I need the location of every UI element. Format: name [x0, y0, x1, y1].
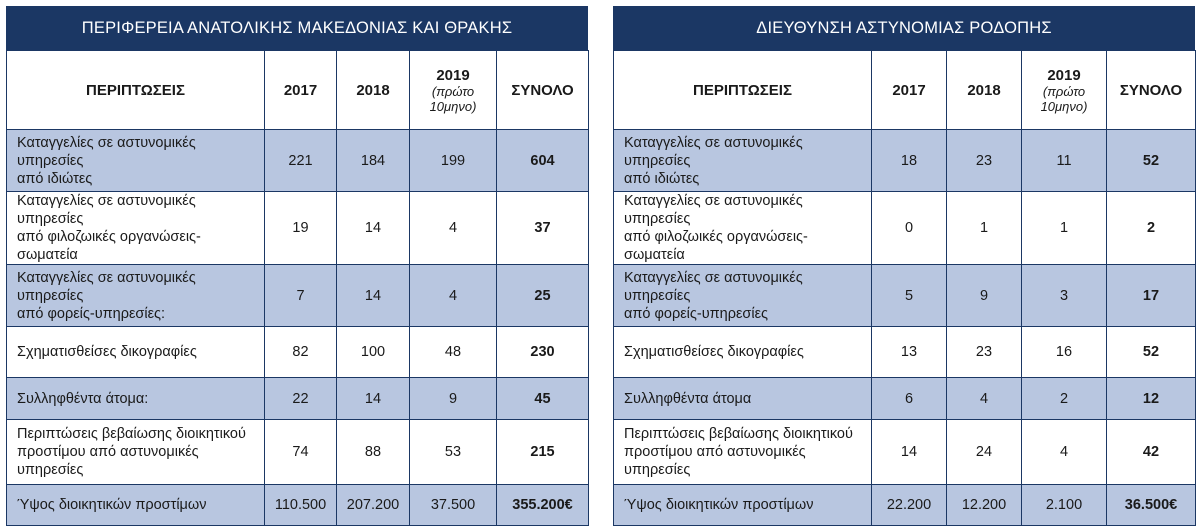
- right-table-panel: [613, 6, 1196, 526]
- cell-total: 36.500€: [1107, 485, 1196, 526]
- cell-2018: 9: [947, 265, 1022, 327]
- cell-total: 12: [1107, 378, 1196, 420]
- left-statistics-table: [6, 50, 589, 526]
- row-label-line2: από φιλοζωικές οργανώσεις-σωματεία: [624, 229, 808, 263]
- table-row: [7, 130, 589, 192]
- row-label: [7, 420, 265, 485]
- right-statistics-table: [613, 50, 1196, 526]
- table-row: [614, 485, 1196, 526]
- cell-2018: 88: [337, 420, 410, 485]
- cell-total: 604: [497, 130, 589, 192]
- cell-total: 52: [1107, 130, 1196, 192]
- cell-2019: 4: [1022, 420, 1107, 485]
- cell-2019: 3: [1022, 265, 1107, 327]
- row-label: [614, 420, 872, 485]
- cell-2018: 14: [337, 265, 410, 327]
- header-2019-note-line1: (πρώτο: [431, 83, 475, 99]
- cell-2018: 1: [947, 192, 1022, 265]
- cell-2019: 2.100: [1022, 485, 1107, 526]
- table-row: [7, 378, 589, 420]
- header-2019: [1022, 51, 1107, 130]
- cell-2019: 2: [1022, 378, 1107, 420]
- cell-total: 25: [497, 265, 589, 327]
- row-label-line2: από φορείς-υπηρεσίες:: [17, 305, 166, 322]
- cell-2017: 0: [872, 192, 947, 265]
- table-row: [7, 485, 589, 526]
- header-cases: ΠΕΡΙΠΤΩΣΕΙΣ: [614, 51, 872, 130]
- cell-2018: 100: [337, 327, 410, 378]
- table-row: [7, 192, 589, 265]
- cell-total: 230: [497, 327, 589, 378]
- header-2018: 2018: [337, 51, 410, 130]
- header-2018: 2018: [947, 51, 1022, 130]
- header-2019-note-line2: 10μηνο): [429, 98, 477, 114]
- cell-2019: 48: [410, 327, 497, 378]
- table-row: [7, 265, 589, 327]
- row-label: Σχηματισθείσες δικογραφίες: [614, 327, 872, 378]
- row-label-line1: Καταγγελίες σε αστυνομικές υπηρεσίες: [624, 269, 803, 304]
- row-label: Ύψος διοικητικών προστίμων: [7, 485, 265, 526]
- row-label-line1: Καταγγελίες σε αστυνομικές υπηρεσίες: [624, 134, 803, 169]
- cell-2018: 12.200: [947, 485, 1022, 526]
- right-table-title: ΔΙΕΥΘΥΝΣΗ ΑΣΤΥΝΟΜΙΑΣ ΡΟΔΟΠΗΣ: [613, 6, 1195, 50]
- table-row: [614, 192, 1196, 265]
- cell-2019: 4: [410, 265, 497, 327]
- table-row: [7, 420, 589, 485]
- row-label-line2: από φιλοζωικές οργανώσεις-σωματεία: [17, 229, 201, 263]
- cell-2017: 221: [265, 130, 337, 192]
- table-row: [614, 130, 1196, 192]
- cell-2018: 4: [947, 378, 1022, 420]
- cell-2017: 22: [265, 378, 337, 420]
- header-2017: 2017: [265, 51, 337, 130]
- row-label-line2: από φορείς-υπηρεσίες: [624, 305, 769, 322]
- row-label-line1: Καταγγελίες σε αστυνομικές υπηρεσίες: [17, 269, 196, 304]
- cell-2017: 22.200: [872, 485, 947, 526]
- header-2019: [410, 51, 497, 130]
- cell-2018: 23: [947, 327, 1022, 378]
- header-total: ΣΥΝΟΛΟ: [497, 51, 589, 130]
- cell-2019: 37.500: [410, 485, 497, 526]
- row-label: Συλληφθέντα άτομα: [614, 378, 872, 420]
- row-label: Ύψος διοικητικών προστίμων: [614, 485, 872, 526]
- cell-total: 215: [497, 420, 589, 485]
- cell-2017: 19: [265, 192, 337, 265]
- cell-2018: 184: [337, 130, 410, 192]
- cell-total: 52: [1107, 327, 1196, 378]
- left-table-title: ΠΕΡΙΦΕΡΕΙΑ ΑΝΑΤΟΛΙΚΗΣ ΜΑΚΕΔΟΝΙΑΣ ΚΑΙ ΘΡΑΚΗΣ: [6, 6, 588, 50]
- row-label-line1: Περιπτώσεις βεβαίωσης διοικητικού: [17, 426, 246, 442]
- row-label-line2: από ιδιώτες: [624, 170, 700, 187]
- table-header-row: [7, 51, 589, 130]
- cell-total: 2: [1107, 192, 1196, 265]
- header-2019-note-line2: 10μηνο): [1040, 98, 1088, 114]
- header-2019-note-line1: (πρώτο: [1042, 83, 1086, 99]
- row-label-line1: Καταγγελίες σε αστυνομικές υπηρεσίες: [624, 193, 803, 227]
- cell-2017: 5: [872, 265, 947, 327]
- table-row: [614, 378, 1196, 420]
- row-label: [614, 192, 872, 265]
- cell-2018: 207.200: [337, 485, 410, 526]
- cell-total: 355.200€: [497, 485, 589, 526]
- cell-total: 37: [497, 192, 589, 265]
- cell-2017: 6: [872, 378, 947, 420]
- row-label: Σχηματισθείσες δικογραφίες: [7, 327, 265, 378]
- table-row: [7, 327, 589, 378]
- cell-2018: 23: [947, 130, 1022, 192]
- row-label: [614, 265, 872, 327]
- cell-2018: 24: [947, 420, 1022, 485]
- cell-2018: 14: [337, 378, 410, 420]
- header-2019-year: 2019: [436, 66, 470, 84]
- cell-2019: 53: [410, 420, 497, 485]
- row-label: [7, 130, 265, 192]
- cell-2019: 1: [1022, 192, 1107, 265]
- table-header-row: [614, 51, 1196, 130]
- cell-2017: 110.500: [265, 485, 337, 526]
- cell-2019: 199: [410, 130, 497, 192]
- cell-2017: 74: [265, 420, 337, 485]
- row-label-line2: προστίμου από αστυνομικές υπηρεσίες: [17, 444, 199, 478]
- cell-2019: 16: [1022, 327, 1107, 378]
- cell-total: 45: [497, 378, 589, 420]
- row-label-line1: Καταγγελίες σε αστυνομικές υπηρεσίες: [17, 193, 196, 227]
- cell-2017: 7: [265, 265, 337, 327]
- cell-2017: 14: [872, 420, 947, 485]
- cell-total: 17: [1107, 265, 1196, 327]
- cell-2019: 11: [1022, 130, 1107, 192]
- header-cases: ΠΕΡΙΠΤΩΣΕΙΣ: [7, 51, 265, 130]
- row-label: [7, 192, 265, 265]
- cell-2019: 9: [410, 378, 497, 420]
- cell-2017: 18: [872, 130, 947, 192]
- cell-total: 42: [1107, 420, 1196, 485]
- table-row: [614, 327, 1196, 378]
- table-row: [614, 420, 1196, 485]
- header-total: ΣΥΝΟΛΟ: [1107, 51, 1196, 130]
- cell-2017: 82: [265, 327, 337, 378]
- row-label-line1: Καταγγελίες σε αστυνομικές υπηρεσίες: [17, 134, 196, 169]
- cell-2019: 4: [410, 192, 497, 265]
- table-row: [614, 265, 1196, 327]
- row-label: [7, 265, 265, 327]
- left-table-panel: [6, 6, 589, 526]
- row-label: Συλληφθέντα άτομα:: [7, 378, 265, 420]
- header-2019-year: 2019: [1047, 66, 1081, 84]
- cell-2018: 14: [337, 192, 410, 265]
- row-label-line1: Περιπτώσεις βεβαίωσης διοικητικού: [624, 426, 853, 442]
- cell-2017: 13: [872, 327, 947, 378]
- row-label-line2: προστίμου από αστυνομικές υπηρεσίες: [624, 444, 806, 478]
- row-label: [614, 130, 872, 192]
- row-label-line2: από ιδιώτες: [17, 170, 93, 187]
- header-2017: 2017: [872, 51, 947, 130]
